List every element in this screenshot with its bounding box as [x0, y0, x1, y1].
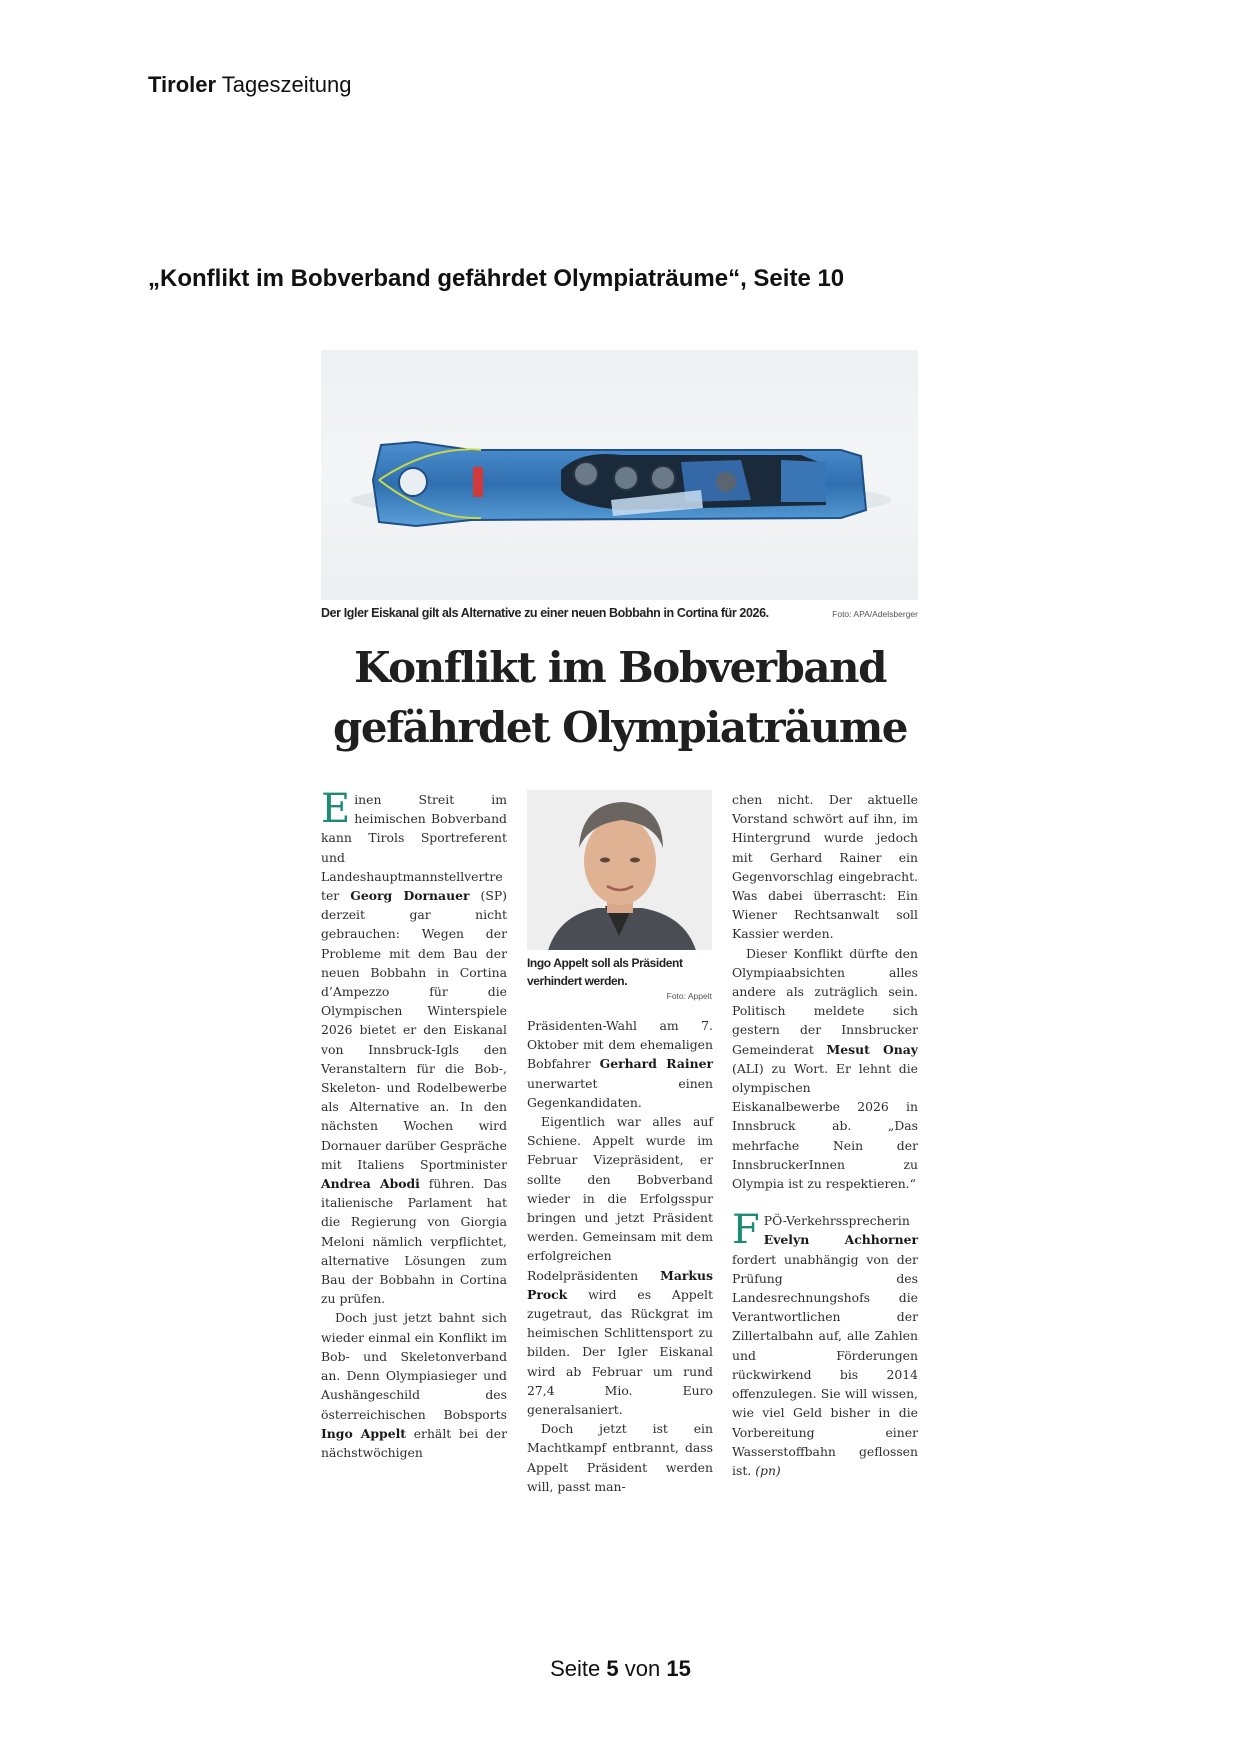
bobsled-photo	[321, 350, 918, 600]
sled-sticker	[473, 467, 483, 497]
article-column-3	[732, 790, 918, 1480]
person-name: Georg Dornauer	[350, 888, 470, 904]
paragraph: Präsidenten-Wahl am 7. Oktober mit dem ehemaligen Bobfahrer Gerhard Rainer unerwartet einen Gegenkandidaten.	[527, 1018, 713, 1110]
paragraph: Dieser Konflikt dürfte den Olympiaabsichten alles andere als zuträglich sein. Politisch meldete sich gestern der Innsbrucker Gemeinderat Mesut Onay (ALI) zu Wort. Er lehnt die olympischen Eiskanalbewerbe 2026 in Innsbruck ab. „Das mehrfache Nein der InnsbruckerInnen zu Olympia ist zu respektieren.“	[732, 945, 918, 1192]
drop-cap: E	[321, 786, 351, 832]
publication-name-rest: Tageszeitung	[221, 72, 352, 97]
eye	[600, 858, 610, 863]
helmet	[716, 472, 736, 492]
publication-name-bold: Tiroler	[148, 72, 217, 97]
publication-header	[148, 72, 351, 98]
sled-tail	[781, 460, 826, 502]
portrait-caption: Ingo Appelt soll als Präsident verhindert werden.	[527, 956, 683, 988]
sled-logo	[399, 468, 427, 496]
person-name: Gerhard Rainer	[599, 1056, 713, 1072]
helmet	[614, 466, 638, 490]
photo-caption-row	[321, 606, 918, 624]
paragraph: Doch jetzt ist ein Machtkampf entbrannt, dass Appelt Präsident werden will, passt man-	[527, 1421, 713, 1494]
article-column-1	[321, 786, 507, 1462]
article-column-2	[527, 1016, 713, 1496]
helmet	[651, 466, 675, 490]
author-byline: (pn)	[755, 1462, 781, 1478]
paragraph: Eigentlich war alles auf Schiene. Appelt wurde im Februar Vizepräsident, er sollte den Bobverband wieder in die Erfolgsspur bringen und jetzt Präsident werden. Gemeinsam mit dem erfolgreichen Rodelpräsidenten Markus Prock wird es Appelt zugetraut, das Rückgrat im heimischen Schlittensport zu bilden. Der Igler Eiskanal wird ab Februar um rund 27,4 Mio. Euro generalsaniert.	[527, 1114, 713, 1418]
paragraph: chen nicht. Der aktuelle Vorstand schwört auf ihn, im Hintergrund wurde jedoch mit Gerhard Rainer ein Gegenvorschlag eingebracht. Was dabei überrascht: Ein Wiener Rechtsanwalt soll Kassier werden.	[732, 792, 918, 942]
headline-line-1: Konflikt im Bobverband	[354, 643, 886, 692]
headline-line-2: gefährdet Olympiaträume	[332, 703, 907, 752]
paragraph: Doch just jetzt bahnt sich wieder einmal ein Konflikt im Bob- und Skeletonverband an. Denn Olympiasieger und Aushängeschild des österreichischen Bobsports Ingo Appelt erhält bei der nächstwöchigen	[321, 1310, 507, 1460]
person-name: Mesut Onay	[826, 1041, 918, 1057]
portrait-credit: Foto: Appelt	[666, 991, 712, 1001]
face	[584, 817, 656, 905]
portrait-photo	[527, 790, 712, 950]
photo-credit: Foto: APA/Adelsberger	[832, 609, 918, 619]
eye	[630, 858, 640, 863]
drop-cap: F	[732, 1207, 760, 1254]
person-name: Evelyn Achhorner	[763, 1232, 918, 1248]
helmet	[574, 462, 598, 486]
person-name: Markus Prock	[527, 1267, 713, 1302]
article-reference-title: „Konflikt im Bobverband gefährdet Olympiaträume“, Seite 10	[148, 265, 845, 292]
person-name: Ingo Appelt	[321, 1425, 407, 1441]
article-headline	[300, 638, 940, 758]
photo-caption: Der Igler Eiskanal gilt als Alternative zu einer neuen Bobbahn in Cortina für 2026.	[321, 606, 769, 620]
bobsled-illustration	[321, 350, 918, 600]
portrait-caption-block	[527, 954, 712, 1002]
page-number: Seite 5 von 15	[550, 1656, 691, 1681]
person-name: Andrea Abodi	[321, 1176, 420, 1192]
paragraph: FPÖ-Verkehrssprecherin Evelyn Achhorner fordert unabhängig von der Prüfung des Landesrechnungshofs die Verantwortlichen der Zillertalbahn auf, alle Zahlen und Förderungen rückwirkend bis 2014 offenzulegen. Sie will wissen, wie viel Geld bisher in die Vorbereitung einer Wasserstoffbahn geflossen ist. (pn)	[732, 1207, 918, 1478]
portrait-illustration	[527, 790, 712, 950]
paragraph: Einen Streit im heimischen Bobverband kann Tirols Sportreferent und Landeshauptmannstellvertreter Georg Dornauer (SP) derzeit gar nicht gebrauchen: Wegen der Probleme mit dem Bau der neuen Bobbahn in Cortina d’Ampezzo für die Olympischen Winterspiele 2026 bietet er den Eiskanal von Innsbruck-Igls den Veranstaltern für die Bob-, Skeleton- und Rodelbewerbe als Alternative an. In den nächsten Wochen wird Dornauer darüber Gespräche mit Italiens Sportminister Andrea Abodi führen. Das italienische Parlament hat die Regierung von Giorgia Meloni nämlich verpflichtet, alternative Lösungen zum Bau der Bobbahn in Cortina zu prüfen.	[321, 786, 507, 1307]
